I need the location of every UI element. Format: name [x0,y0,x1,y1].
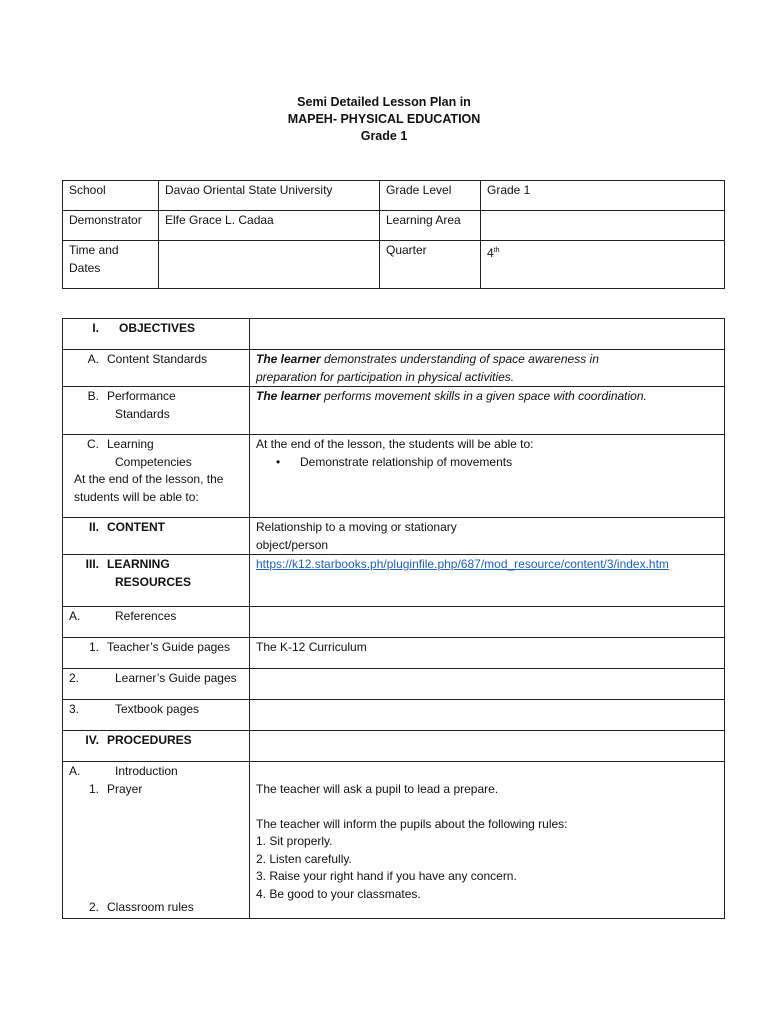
textbook-value [250,700,725,731]
time-dates-label [63,241,159,289]
learning-competencies-bullet: Demonstrate relationship of movements [300,454,513,469]
learning-competencies-label1: Learning [107,437,154,451]
textbook-num: 3. [69,702,80,716]
learners-guide-row [63,669,725,700]
references-num: A. [69,609,81,623]
content-row [63,518,725,555]
rule-2: 2. Listen carefully. [256,851,352,866]
procedures-label: PROCEDURES [107,733,192,747]
objectives-label: OBJECTIVES [119,321,196,335]
rules-intro: The teacher will inform the pupils about the following rules: [256,816,568,831]
procedures-num: IV. [85,733,99,747]
learners-guide-label: Learner’s Guide pages [115,671,237,685]
content-standards-lead: The learner [256,352,321,366]
learning-competencies-intro: At the end of the lesson, the students will be able to: [256,437,534,451]
learning-competencies-label2: Competencies [115,454,192,469]
title-line-2: MAPEH- PHYSICAL EDUCATION [287,112,481,126]
resources-label1: LEARNING [107,557,170,571]
time-label-line1: Time and [69,243,119,257]
procedures-row [63,731,725,762]
school-label: School [63,181,159,211]
performance-standards-lead: The learner [256,389,321,403]
objectives-row [63,319,725,350]
time-dates-value [159,241,380,289]
content-num: II. [88,520,99,534]
time-label-line2: Dates [69,260,101,275]
classroom-rules-label: Classroom rules [107,899,194,914]
learning-area-value [481,211,725,241]
resources-row [63,555,725,607]
quarter-label: Quarter [380,241,481,289]
content-standards-text2: preparation for participation in physical activities. [256,369,515,384]
prayer-num: 1. [88,781,99,796]
classroom-rules-num: 2. [88,899,99,914]
content-text1: Relationship to a moving or stationary [256,520,457,534]
introduction-row [63,762,725,919]
quarter-suffix: th [493,247,500,254]
demonstrator-label: Demonstrator [63,211,159,241]
content-label: CONTENT [107,520,165,534]
content-standards-label: Content Standards [107,352,208,366]
references-row [63,607,725,638]
resources-label2: RESOURCES [115,574,192,589]
rule-4: 4. Be good to your classmates. [256,886,421,901]
prayer-label: Prayer [107,781,143,796]
content-text2: object/person [256,537,329,552]
textbook-label: Textbook pages [115,702,200,716]
resource-link[interactable]: https://k12.starbooks.ph/pluginfile.php/687/mod_resource/content/3/index.htm [256,557,669,571]
learners-guide-num: 2. [69,671,80,685]
learning-competencies-row [63,435,725,518]
learning-competencies-note2: students will be able to: [74,489,199,504]
teachers-guide-num: 1. [88,640,99,654]
rule-1: 1. Sit properly. [256,834,333,848]
performance-standards-num: B. [87,389,99,403]
title-line-3: Grade 1 [360,129,408,143]
introduction-label: Introduction [115,764,178,778]
demonstrator-value: Elfe Grace L. Cadaa [159,211,380,241]
grade-level-label: Grade Level [380,181,481,211]
learning-competencies-num: C. [87,437,99,451]
introduction-num: A. [69,764,81,778]
performance-standards-label1: Performance [107,389,176,403]
title-line-1: Semi Detailed Lesson Plan in [297,95,471,109]
learning-area-label: Learning Area [380,211,481,241]
teachers-guide-label: Teacher’s Guide pages [107,640,230,654]
teachers-guide-row [63,638,725,669]
quarter-value [481,241,725,289]
textbook-row [63,700,725,731]
performance-standards-text: performs movement skills in a given space with coordination. [320,389,647,403]
performance-standards-row [63,387,725,435]
quarter-number: 4 [487,246,494,260]
document-title [0,94,768,145]
performance-standards-label2: Standards [115,406,170,421]
rule-3: 3. Raise your right hand if you have any concern. [256,869,517,883]
learning-competencies-note1: At the end of the lesson, the [74,472,224,486]
objectives-num: I. [92,321,99,335]
content-standards-row [63,350,725,387]
references-label: References [115,609,177,623]
lesson-plan-table [62,318,725,919]
learners-guide-value [250,669,725,700]
grade-level-value: Grade 1 [481,181,725,211]
content-standards-text1: demonstrates understanding of space awareness in [320,352,599,366]
school-value: Davao Oriental State University [159,181,380,211]
info-table [62,180,725,289]
teachers-guide-value: The K-12 Curriculum [250,638,725,669]
content-standards-num: A. [87,352,99,366]
resources-num: III. [85,557,99,571]
prayer-text: The teacher will ask a pupil to lead a prepare. [256,781,499,796]
bullet-icon: • [276,454,281,469]
